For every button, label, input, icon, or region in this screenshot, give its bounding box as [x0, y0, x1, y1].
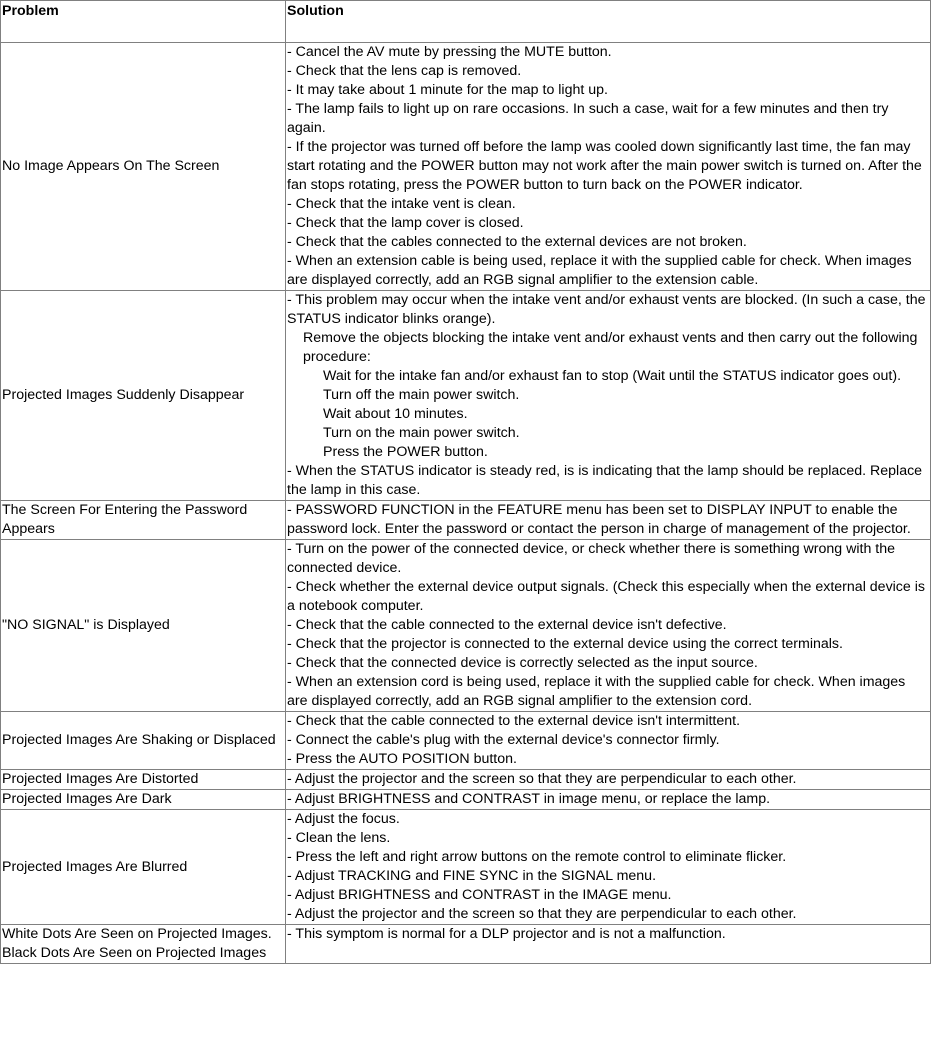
solution-line: - Press the AUTO POSITION button.: [287, 751, 517, 767]
solution-line: - Check that the cables connected to the external devices are not broken.: [287, 234, 747, 250]
solution-cell: [286, 291, 931, 501]
solution-line: - The lamp fails to light up on rare occasions. In such a case, wait for a few minutes and then try again.: [287, 101, 889, 136]
solution-line: - Adjust the projector and the screen so that they are perpendicular to each other.: [287, 771, 797, 787]
solution-line: - Cancel the AV mute by pressing the MUTE button.: [287, 44, 612, 60]
solution-line: - If the projector was turned off before the lamp was cooled down significantly last time, the fan may start rotating and the POWER button may not work after the main power switch is turned on. After the fan stops rotating, press the POWER button to turn back on the POWER indicator.: [287, 139, 922, 193]
solution-cell: [286, 925, 931, 964]
solution-line: - Adjust the projector and the screen so that they are perpendicular to each other.: [287, 906, 797, 922]
table-body: [1, 43, 931, 964]
solution-line: - When an extension cord is being used, replace it with the supplied cable for check. When images are displayed correctly, add an RGB signal amplifier to the extension cord.: [287, 674, 906, 709]
problem-cell: Projected Images Are Blurred: [1, 810, 286, 925]
table-row: [1, 540, 931, 712]
solution-line: - When the STATUS indicator is steady red, is is indicating that the lamp should be replaced. Replace the lamp in this case.: [287, 463, 923, 498]
solution-cell: [286, 540, 931, 712]
problem-cell: Projected Images Are Distorted: [1, 770, 286, 790]
solution-line: - Adjust BRIGHTNESS and CONTRAST in image menu, or replace the lamp.: [287, 791, 771, 807]
problem-cell: Projected Images Are Shaking or Displaced: [1, 712, 286, 770]
solution-line: - Adjust BRIGHTNESS and CONTRAST in the IMAGE menu.: [287, 887, 672, 903]
solution-line: - Turn on the power of the connected device, or check whether there is something wrong with the connected device.: [287, 541, 896, 576]
solution-column-header: Solution: [286, 1, 931, 43]
table-row: [1, 810, 931, 925]
solution-line: Remove the objects blocking the intake vent and/or exhaust vents and then carry out the following procedure:: [303, 330, 918, 365]
solution-line: - Press the left and right arrow buttons on the remote control to eliminate flicker.: [287, 849, 787, 865]
table-row: [1, 925, 931, 964]
table-row: [1, 291, 931, 501]
solution-cell: [286, 712, 931, 770]
problem-cell: Projected Images Are Dark: [1, 790, 286, 810]
solution-line: - Connect the cable's plug with the external device's connector firmly.: [287, 732, 720, 748]
solution-line: - Check that the lens cap is removed.: [287, 63, 522, 79]
solution-line: - Check that the projector is connected to the external device using the correct terminals.: [287, 636, 843, 652]
solution-line: - PASSWORD FUNCTION in the FEATURE menu has been set to DISPLAY INPUT to enable the password lock. Enter the password or contact the person in charge of management of the projector.: [287, 502, 911, 537]
table-row: [1, 770, 931, 790]
solution-line: - Check that the cable connected to the external device isn't defective.: [287, 617, 727, 633]
table-row: [1, 501, 931, 540]
solution-line: Press the POWER button.: [323, 444, 488, 460]
solution-line: - Check that the connected device is correctly selected as the input source.: [287, 655, 758, 671]
problem-column-header: Problem: [1, 1, 286, 43]
problem-cell: White Dots Are Seen on Projected Images. Black Dots Are Seen on Projected Images: [1, 925, 286, 964]
solution-line: - Check that the intake vent is clean.: [287, 196, 516, 212]
solution-cell: [286, 43, 931, 291]
table-row: [1, 712, 931, 770]
solution-line: - Clean the lens.: [287, 830, 391, 846]
problem-cell: The Screen For Entering the Password Appears: [1, 501, 286, 540]
table-row: [1, 43, 931, 291]
solution-cell: [286, 810, 931, 925]
problem-cell: "NO SIGNAL" is Displayed: [1, 540, 286, 712]
solution-line: - Check that the cable connected to the external device isn't intermittent.: [287, 713, 741, 729]
header-row: [1, 1, 931, 43]
solution-line: - Check whether the external device output signals. (Check this especially when the external device is a notebook computer.: [287, 579, 925, 614]
solution-line: - This problem may occur when the intake vent and/or exhaust vents are blocked. (In such a case, the STATUS indicator blinks orange).: [287, 292, 926, 327]
solution-line: Turn on the main power switch.: [323, 425, 520, 441]
table-row: [1, 790, 931, 810]
solution-line: - This symptom is normal for a DLP projector and is not a malfunction.: [287, 926, 726, 942]
solution-line: - Adjust the focus.: [287, 811, 400, 827]
solution-line: - Adjust TRACKING and FINE SYNC in the SIGNAL menu.: [287, 868, 657, 884]
solution-line: - Check that the lamp cover is closed.: [287, 215, 524, 231]
solution-cell: [286, 501, 931, 540]
problem-cell: No Image Appears On The Screen: [1, 43, 286, 291]
solution-cell: [286, 770, 931, 790]
solution-cell: [286, 790, 931, 810]
problem-cell: Projected Images Suddenly Disappear: [1, 291, 286, 501]
solution-line: Wait for the intake fan and/or exhaust fan to stop (Wait until the STATUS indicator goes out).: [323, 368, 902, 384]
solution-line: Wait about 10 minutes.: [323, 406, 468, 422]
solution-line: - It may take about 1 minute for the map to light up.: [287, 82, 608, 98]
solution-line: Turn off the main power switch.: [323, 387, 520, 403]
solution-line: - When an extension cable is being used, replace it with the supplied cable for check. When images are displayed correctly, add an RGB signal amplifier to the extension cable.: [287, 253, 912, 288]
